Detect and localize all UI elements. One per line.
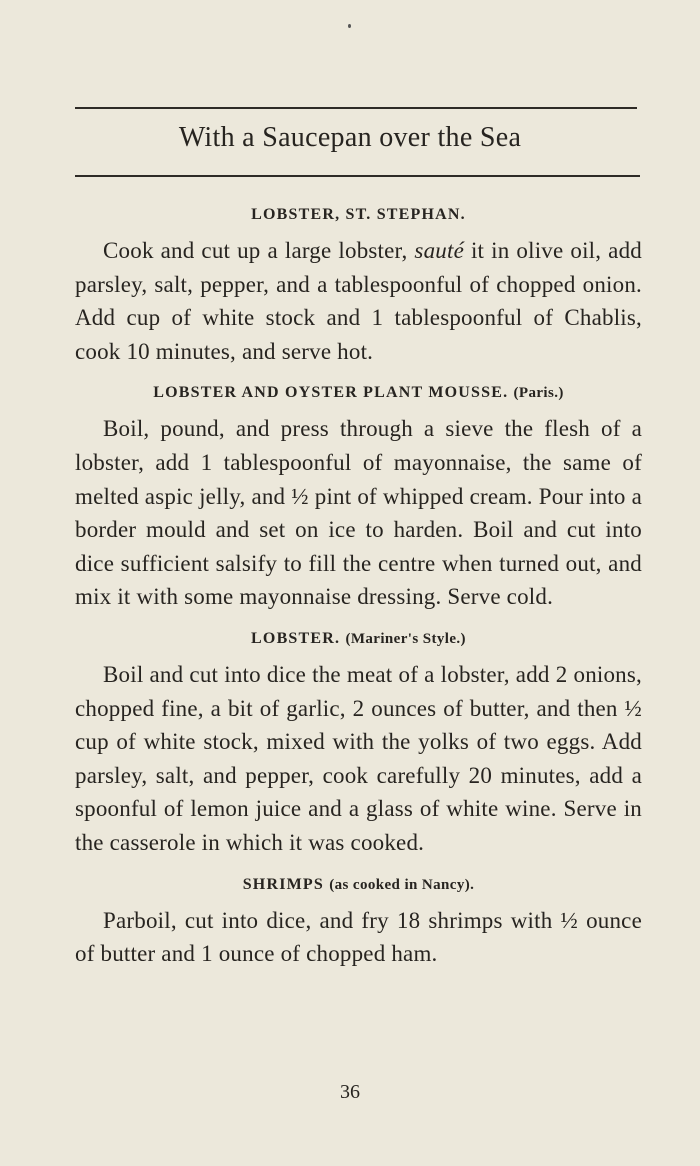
recipe-note: (as cooked in Nancy). xyxy=(329,876,475,893)
recipe-lobster-st-stephan xyxy=(75,202,642,368)
recipe-note: (Mariner's Style.) xyxy=(345,630,466,647)
recipe-text: Boil and cut into dice the meat of a lobster, add 2 onions, chopped fine, a bit of garlic, 2 ounces of butter, and then ½ cup of white stock, mixed with the yolks of two eggs. Add parsley, salt, and pepper, cook carefully 20 minutes, add a spoonful of lemon juice and a glass of white wine. Serve in the casserole in which it was cooked. xyxy=(75,661,642,855)
header-rule-bottom xyxy=(75,175,640,177)
running-head: With a Saucepan over the Sea xyxy=(178,122,522,153)
emphasis-word: sauté xyxy=(414,238,464,263)
page-body xyxy=(75,202,642,983)
recipe-lobster-oyster-plant-mousse xyxy=(75,380,642,614)
recipe-lobster-mariners-style xyxy=(75,626,642,860)
recipe-title: LOBSTER, ST. STEPHAN. xyxy=(251,206,466,223)
recipe-text: Cook and cut up a large lobster, sauté it in olive oil, add parsley, salt, pepper, and a tablespoonful of chopped onion. Add cup of white stock and 1 tablespoonful of Chablis, cook 10 minutes, and serve hot. xyxy=(75,238,642,364)
recipe-note: (Paris.) xyxy=(513,385,564,402)
recipe-text: Boil, pound, and press through a sieve the flesh of a lobster, add 1 tablespoonful of mayonnaise, the same of melted aspic jelly, and ½ pint of whipped cream. Pour into a border mould and set on ice to harden. Boil and cut into dice sufficient salsify to fill the centre when turned out, and mix it with some mayonnaise dressing. Serve cold. xyxy=(75,416,642,610)
recipe-shrimps-nancy xyxy=(75,872,642,971)
recipe-text: Parboil, cut into dice, and fry 18 shrimps with ½ ounce of butter and 1 ounce of chopped ham. xyxy=(75,907,642,967)
recipe-title: LOBSTER. (Mariner's Style.) xyxy=(251,629,466,647)
recipe-title: LOBSTER AND OYSTER PLANT MOUSSE. (Paris.) xyxy=(153,384,564,402)
header-rule-top xyxy=(75,107,637,109)
recipe-title: SHRIMPS (as cooked in Nancy). xyxy=(242,875,475,893)
ink-speck xyxy=(348,24,351,28)
page-number: 36 xyxy=(340,1081,360,1103)
